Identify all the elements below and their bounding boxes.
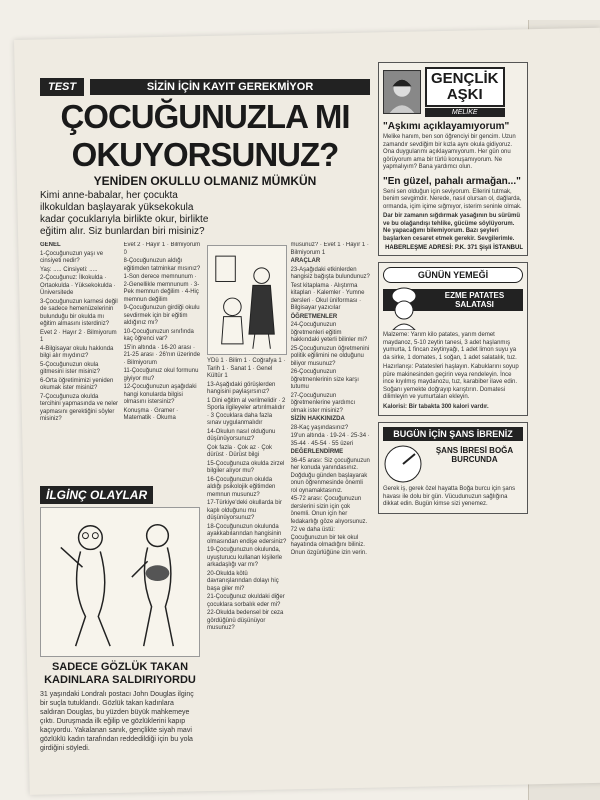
intro-text: Kimi anne-babalar, her çocukta ilkokuldan başlayarak yüksekokula kadar çocuklarıyla birlikte okur, birlikte eğitim alır. Siz bunlardan biri misiniz? <box>40 190 209 237</box>
question-item: 4-Bilgisayar okulu hakkında bilgi alır mıydınız? <box>40 345 114 359</box>
family-cartoon <box>207 245 287 355</box>
luck-box <box>378 422 528 514</box>
question-item: 19-Çocuğunuzun okulunda, uyuşturucu kullanan kişilerle arkadaşlığı var mı? <box>207 547 283 568</box>
banner-row <box>40 78 370 96</box>
right-column <box>378 62 528 782</box>
question-item: Test kitaplama · Alıştırma kitapları · Kalemler · Yumne dersleri · Okul üniforması · Bilgisayar yazıcılar <box>290 282 365 311</box>
recipe-section-title: GÜNÜN YEMEĞİ <box>383 267 523 283</box>
question-section-heading: ÖĞRETMENLER <box>290 313 338 320</box>
question-item: 45-72 arası: Çocuğunuzun derslerini sizin için çok önemli. Onun için her fedakarlığı göze alıyorsunuz. <box>290 496 368 525</box>
question-item: Evet 2 · Hayır 1 · Bilmiyorum 0 <box>123 242 201 256</box>
question-item: 6-Orta öğretimimizi yeniden okumak ister misiniz? <box>40 377 114 391</box>
genclik-title-line-1: GENÇLİK <box>431 70 499 87</box>
recipe-calories: Kalorisi: Bir tabakta 300 kalori vardır. <box>383 403 489 410</box>
no-registration-banner: SİZİN İÇİN KAYIT GEREKMİYOR <box>90 79 370 95</box>
luck-dial-icon <box>383 444 423 484</box>
question-item: Konuşma · Gramer · Matematik · Okuma <box>123 407 179 421</box>
question-item: 27-Çocuğunuzun öğretmenlerine yardımcı olmak ister misiniz? <box>290 392 356 414</box>
question-item: 18-Çocuğunuzun okulunda ayakkabılarından hangisinin olmasından endişe edersiniz? <box>207 523 287 545</box>
question-item: 1 Dini eğitim al verilmelidir · 2 Sporla ilgileyeler artırılmalıdır · 3 Çocuklara daha fazla sınav uygulanmalıdır <box>207 397 286 426</box>
question-item: 8-Çocuğunuzun aldığı eğitimden tatminkar mısınız? <box>123 258 201 272</box>
letter-headline: "Aşkımı açıklayamıyorum" <box>383 121 510 132</box>
question-item: 1-Çocuğunuzun yaşı ve cinsiyeti nedir? <box>40 250 104 264</box>
genclik-title-line-2: AŞKI <box>446 86 483 103</box>
question-column-4 <box>291 242 371 634</box>
genclik-header <box>383 67 523 117</box>
question-item: 26-Çocuğunuzun öğretmenlerinin size karşı tutumu <box>290 369 359 390</box>
recipe-ingredients: Malzeme: Yarım kilo patates, yarım demet maydanoz, 5-10 zeytin tanesi, 3 adet haşlanmış yumurta, 1 fincan zeytinyağı, 1 adet limon suyu ya da sirke, 1 domates, 1 soğan, 1 adet salatalık, tuz. <box>383 332 517 361</box>
question-item: 11-Çocuğunuz okul formunu giyiyor mu? <box>123 368 199 382</box>
columnist-photo <box>383 70 421 114</box>
question-item: 9-Çocuğunuzun girdiği okulu sevdirmek için bir eğitim aldığınız mı? <box>123 305 200 326</box>
luck-title: BUGÜN İÇİN ŞANS İBRENİZ <box>383 427 523 441</box>
question-item: 15'in altında · 16-20 arası · 21-25 arası · 26'nın üzerinde · Bilmiyorum <box>123 344 201 366</box>
luck-body: Gerek iş, gerek özel hayatta Boğa burcu için şans havası ile dolu bir gün. Vücudunuzun sağlığına dikkat edin. Bugün kimse sizi yenemez. <box>383 486 516 507</box>
question-item: 17-Türkiye'deki okullarda bir kaplı olduğunu mu düşünüyorsunuz? <box>207 500 282 521</box>
headline-line-1: ÇOCUĞUNUZLA MI <box>60 98 350 135</box>
question-section-heading: GENEL <box>40 242 61 248</box>
question-item: 1-Son derece memnunum · 2-Genellikle memnunum · 3-Pek memnun değilim · 4-Hiç memnun değilim <box>123 274 200 303</box>
genclik-title <box>425 67 505 107</box>
reply-body: Dar bir zamanın sığdırmak yasağının bu sürümü ve bu olağandışı tehlike, gücüme söylüyorum. Ne yapacağımı bilemiyorum. Bazı şeyleri başlarken cesaret etmek gerekir. Sevgilerimle. <box>383 213 521 242</box>
recipe-preparation: Hazırlanışı: Patatesleri haşlayın. Kabuklarını soyup püre makinesinden geçirin veya rendeleyin. İnce ince kıyılmış maydanozu, tuz, karabiber ilave edin. Soğanı yemekte doğrayıp karıştırın. Domatesi dilimleyin ve yumurtaları ekleyin. <box>383 364 519 400</box>
question-section-heading: DEĞERLENDİRME <box>290 449 344 455</box>
question-item: 10-Çocuğunuzun sınıfında kaç öğrenci var? <box>123 328 194 342</box>
question-item: musunuz? · Evet 1 · Hayır 1 · Bilmiyorum 1 <box>290 242 369 256</box>
question-item: 12-Çocuğunuzun aşağıdaki hangi konularda bilgisi olmasını istersiniz? <box>123 384 197 405</box>
genclik-aski-box <box>378 62 528 256</box>
test-article <box>40 78 370 768</box>
question-item: 3-Çocuğunuzun karnesi değil de sadece hemenüzelerinin bulunduğu bir okulda mı eğitim almasını isterdiniz? <box>40 298 118 327</box>
question-item: 5-Çocuğunuzun okula gitmesini ister misiniz? <box>40 361 101 375</box>
columnist-name: MELİKE <box>425 108 505 117</box>
question-item: 14-Okulun nasıl olduğunu düşünüyorsunuz? <box>207 428 276 442</box>
poem-body: Seni sen olduğun için seviyorum. Ellerini tutmak, benim sevgimdir. Nerede, nasıl olursan ol, dağlarda, ormanda, içim içime sığmıyor, isterim seninle olmak. <box>383 188 522 210</box>
chef-icon <box>383 286 425 330</box>
question-item: Evet 2 · Hayır 2 · Bilmiyorum 1 <box>40 329 117 343</box>
question-item: 24-Çocuğunuzun öğretmenleri eğitim hakkındaki yeterli bilinler mi? <box>290 322 368 343</box>
question-item: 13-Aşağıdaki görüşlerden hangisini paylaşırsınız? <box>207 381 276 395</box>
interesting-events-title: İLGİNÇ OLAYLAR <box>40 486 153 504</box>
question-item: 21-Çocuğunuz okuldaki diğer çocuklara sorbalık eder mi? <box>207 594 285 608</box>
glasses-cartoon <box>40 507 200 657</box>
luck-subtitle: ŞANS İBRESİ BOĞA BURCUNDA <box>435 446 514 464</box>
letter-body: Melike hanım, ben son öğrenciyi bir gencim. Uzun zamandır sevdiğim bir kızla aynı okula gidiyoruz. Ona duygularımı açıklayamıyorum. Her gün onu görüyorum ama bir türlü konuşamıyorum. Ne yapmalıyım? Bana yardımcı olun. <box>383 134 516 170</box>
question-item: Çok fazla · Çok az · Çok dürüst · Dürüst bilgi <box>207 444 273 458</box>
question-item: 28-Kaç yaşındasınız? <box>290 424 349 431</box>
poem-headline: "En güzel, pahalı armağan..." <box>383 175 521 187</box>
question-item: YDü 1 · Bilim 1 · Coğrafya 1 · Tarih 1 · Sanat 1 · Genel Kültür 1 <box>207 358 286 379</box>
question-item: 16-Çocuğunuzun okulda aldığı psikolojik eğitimden memnun musunuz? <box>207 476 276 498</box>
question-item: 20-Okulda kötü davranışlarından dolayı hiç başa giler mi? <box>207 570 279 592</box>
recipe-box <box>378 262 528 416</box>
question-item: 25-Çocuğunuzun öğretmenini politik eğilimini ne olduğunu biliyor musunuz? <box>290 345 370 367</box>
question-item: 7-Çocuğunuza okulda tercihini yapmasında ve neler yapmasını gerektiğini söyler misiniz? <box>40 393 119 422</box>
question-section-heading: ARAÇLAR <box>290 258 321 264</box>
story-body: 31 yaşındaki Londralı postacı John Douglas ilginç bir suçla tutuklandı. Gözlük takan kadınlara saldıran Douglas, bu yüzden büyük mahkemeye çıktı. Duruşmada ilk eğilip ve gözlüklerini kapıp kaçıyordu. Yakalanan sanık, gençlikte siyah mavi gözlüklü kadın tarafından reddedildiği için bu yola girdiğini söyledi. <box>40 691 194 752</box>
subheadline: YENİDEN OKULLU OLMANIZ MÜMKÜN <box>93 174 317 188</box>
question-item: 2-Çocuğunuz: İlkokulda · Ortaokulda · Yüksekokulda · Üniversitede <box>40 275 116 296</box>
question-column-3 <box>207 242 287 634</box>
question-item: Yaş: ..... Cinsiyeti: ..... <box>40 266 98 273</box>
correspondence-address: HABERLEŞME ADRESİ: P.K. 371 Şişli İSTANBUL <box>385 245 523 251</box>
headline-line-2: OKUYORSUNUZ? <box>71 136 339 173</box>
question-item: 15-Çocuğunuza okulda zirzel bilgiler alıyor mu? <box>207 460 285 474</box>
question-section-heading: SİZİN HAKKINIZDA <box>290 416 345 422</box>
interesting-events <box>40 486 200 753</box>
test-label: TEST <box>40 78 84 96</box>
question-item: 19'un altında · 19-24 · 25-34 · 35-44 · 45-54 · 55 üzeri <box>290 433 370 447</box>
dish-name: EZME PATATES SALATASI <box>383 289 523 311</box>
question-item: 23-Aşağıdaki etkinlerden hangisiz bağışta bulundunuz? <box>290 266 370 280</box>
question-item: 36-45 arası: Siz çocuğunuzun her konuda yanındasınız. Doğduğu günden başlayarak onun öğrenmesinde önemli rol oynamaktasınız. <box>290 457 370 494</box>
question-item: 22-Okulda bedensel bir ceza gördüğünü düşünüyor musunuz? <box>207 610 284 631</box>
story-headline: SADECE GÖZLÜK TAKAN KADINLARA SALDIRIYORDU <box>44 661 196 686</box>
question-item: 72 ve daha üstü: Çocuğunuzun bir tek okul hayatında olmadığını biliniz. Onun özgürlüğüne izin verin. <box>290 527 367 556</box>
